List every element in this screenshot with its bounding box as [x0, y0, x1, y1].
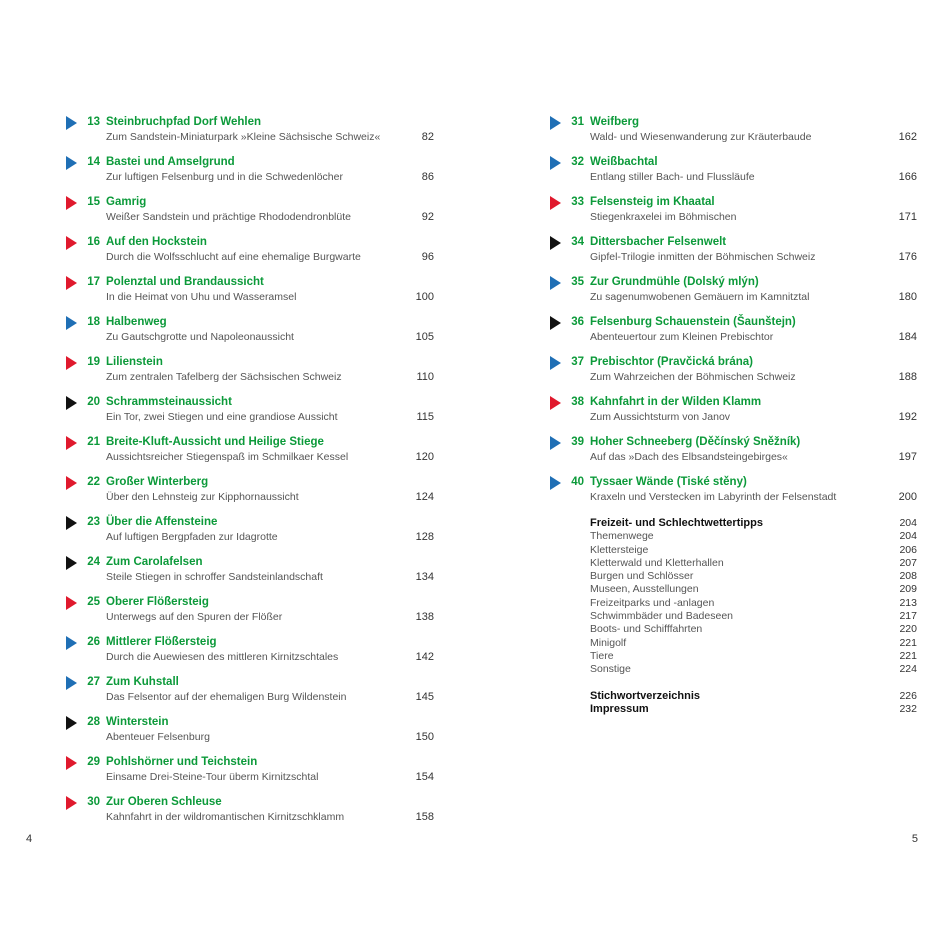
tour-title: Bastei und Amselgrund — [106, 156, 235, 168]
tour-title: Zum Carolafelsen — [106, 556, 203, 568]
tour-number: 35 — [571, 276, 584, 288]
difficulty-flag-icon — [66, 356, 77, 370]
page-number-left: 4 — [26, 833, 33, 845]
tour-number: 29 — [87, 756, 100, 768]
page-number: 128 — [415, 531, 434, 543]
page-number: 105 — [415, 331, 434, 343]
tour-title: Winterstein — [106, 716, 169, 728]
toc-entry[interactable] — [550, 154, 917, 194]
tour-number: 27 — [87, 676, 100, 688]
toc-entry[interactable] — [66, 354, 434, 394]
tour-subtitle: Einsame Drei-Steine-Tour überm Kirnitzschtal — [106, 771, 319, 783]
difficulty-flag-icon — [550, 476, 561, 490]
toc-entry[interactable] — [550, 394, 917, 434]
tour-title: Prebischtor (Pravčická brána) — [590, 356, 753, 368]
page-number: 200 — [898, 491, 917, 503]
difficulty-flag-icon — [550, 236, 561, 250]
page-number: 209 — [899, 583, 917, 596]
tour-subtitle: Kahnfahrt in der wildromantischen Kirnitzschklamm — [106, 811, 345, 823]
tour-number: 22 — [87, 476, 100, 488]
tour-title: Lilienstein — [106, 356, 163, 368]
freizeit-item[interactable] — [590, 583, 917, 596]
page-number: 82 — [421, 131, 434, 143]
tour-subtitle: In die Heimat von Uhu und Wasseramsel — [106, 291, 297, 303]
freizeit-item-label: Sonstige — [590, 663, 631, 676]
difficulty-flag-icon — [550, 396, 561, 410]
tour-subtitle: Zum zentralen Tafelberg der Sächsischen Schweiz — [106, 371, 342, 383]
tour-title: Pohlshörner und Teichstein — [106, 756, 258, 768]
freizeit-item[interactable] — [590, 544, 917, 557]
page-number-right: 5 — [911, 833, 918, 845]
page-number: 206 — [899, 543, 917, 556]
toc-entry[interactable] — [66, 274, 434, 314]
toc-entry[interactable] — [550, 314, 917, 354]
toc-entry[interactable] — [66, 434, 434, 474]
tour-number: 28 — [87, 716, 100, 728]
tour-number: 24 — [87, 556, 100, 568]
tour-title: Zur Grundmühle (Dolský mlýn) — [590, 276, 759, 288]
tour-number: 37 — [571, 356, 584, 368]
freizeit-item-label: Schwimmbäder und Badeseen — [590, 610, 734, 623]
difficulty-flag-icon — [66, 636, 77, 650]
page-number: 86 — [421, 171, 434, 183]
difficulty-flag-icon — [66, 596, 77, 610]
page-number: 92 — [421, 211, 434, 223]
tour-subtitle: Zum Sandstein-Miniaturpark »Kleine Sächsische Schweiz« — [106, 131, 381, 143]
toc-entry[interactable] — [66, 194, 434, 234]
tour-number: 32 — [571, 156, 584, 168]
tour-subtitle: Zu Gautschgrotte und Napoleonaussicht — [106, 331, 294, 343]
freizeit-item[interactable] — [590, 650, 917, 663]
tour-title: Auf den Hockstein — [106, 236, 207, 248]
tour-title: Gamrig — [106, 196, 147, 208]
tour-subtitle: Auf das »Dach des Elbsandsteingebirges« — [590, 451, 788, 463]
toc-entry[interactable] — [66, 594, 434, 634]
freizeit-item[interactable] — [590, 663, 917, 676]
tour-number: 21 — [87, 436, 100, 448]
page-number: 232 — [899, 702, 917, 715]
freizeit-item[interactable] — [590, 610, 917, 623]
tour-title: Felsensteig im Khaatal — [590, 196, 715, 208]
tour-title: Hoher Schneeberg (Děčínský Sněžník) — [590, 436, 801, 448]
difficulty-flag-icon — [66, 676, 77, 690]
page-number: 115 — [416, 411, 434, 423]
tour-subtitle: Steile Stiegen in schroffer Sandsteinlandschaft — [106, 571, 323, 583]
toc-entry[interactable] — [66, 554, 434, 594]
freizeit-item-label: Freizeitparks und -anlagen — [590, 596, 715, 609]
freizeit-item[interactable] — [590, 637, 917, 650]
tour-title: Mittlerer Flößersteig — [106, 636, 217, 648]
freizeit-item-label: Boots- und Schifffahrten — [590, 623, 703, 636]
page-number: 134 — [415, 571, 434, 583]
tour-subtitle: Unterwegs auf den Spuren der Flößer — [106, 611, 283, 623]
freizeit-item-label: Burgen und Schlösser — [590, 570, 694, 583]
page-number: 96 — [421, 251, 434, 263]
tour-title: Schrammsteinaussicht — [106, 396, 232, 408]
tour-subtitle: Durch die Wolfsschlucht auf eine ehemalige Burgwarte — [106, 251, 361, 263]
difficulty-flag-icon — [550, 316, 561, 330]
tour-subtitle: Abenteuertour zum Kleinen Prebischtor — [590, 331, 774, 343]
tour-subtitle: Weißer Sandstein und prächtige Rhododendronblüte — [106, 211, 351, 223]
freizeit-item[interactable] — [590, 530, 917, 543]
tour-number: 31 — [571, 116, 584, 128]
toc-entry[interactable] — [66, 234, 434, 274]
freizeit-heading: Freizeit- und Schlechtwettertipps — [590, 517, 763, 529]
tour-number: 23 — [87, 516, 100, 528]
freizeit-item[interactable] — [590, 597, 917, 610]
tour-title: Halbenweg — [106, 316, 167, 328]
page-number: 166 — [898, 171, 917, 183]
freizeit-item-label: Museen, Ausstellungen — [590, 583, 699, 596]
difficulty-flag-icon — [66, 476, 77, 490]
tour-title: Über die Affensteine — [106, 516, 218, 528]
tour-number: 26 — [87, 636, 100, 648]
tour-number: 38 — [571, 396, 584, 408]
tour-subtitle: Gipfel-Trilogie inmitten der Böhmischen Schweiz — [590, 251, 816, 263]
difficulty-flag-icon — [66, 716, 77, 730]
toc-entry[interactable] — [550, 474, 917, 514]
tour-subtitle: Zum Wahrzeichen der Böhmischen Schweiz — [590, 371, 796, 383]
tour-subtitle: Durch die Auewiesen des mittleren Kirnitzschtales — [106, 651, 339, 663]
page-number: 217 — [899, 610, 917, 623]
freizeit-item[interactable] — [590, 570, 917, 583]
freizeit-item-label: Themenwege — [590, 530, 654, 543]
tour-number: 40 — [571, 476, 584, 488]
tour-number: 25 — [87, 596, 100, 608]
freizeit-heading-row[interactable] — [590, 517, 917, 530]
page-number: 204 — [899, 530, 917, 543]
toc-entry[interactable] — [66, 514, 434, 554]
page-number: 207 — [899, 556, 917, 569]
freizeit-item-label: Tiere — [590, 649, 614, 662]
toc-entry[interactable] — [66, 114, 434, 154]
difficulty-flag-icon — [550, 196, 561, 210]
tour-title: Dittersbacher Felsenwelt — [590, 236, 727, 248]
tour-subtitle: Entlang stiller Bach- und Flussläufe — [590, 171, 755, 183]
page-number: 120 — [415, 451, 434, 463]
difficulty-flag-icon — [66, 516, 77, 530]
page-number: 221 — [899, 636, 917, 649]
tour-number: 34 — [571, 236, 584, 248]
tour-number: 15 — [87, 196, 100, 208]
freizeit-item-label: Kletterwald und Kletterhallen — [590, 556, 724, 569]
tour-title: Oberer Flößersteig — [106, 596, 209, 608]
page-number: 220 — [899, 623, 917, 636]
toc-entry[interactable] — [66, 674, 434, 714]
toc-entry[interactable] — [66, 154, 434, 194]
tour-title: Großer Winterberg — [106, 476, 209, 488]
page-number: 124 — [415, 491, 434, 503]
difficulty-flag-icon — [66, 436, 77, 450]
toc-entry[interactable] — [66, 754, 434, 794]
page-number: 224 — [899, 663, 917, 676]
toc-entry[interactable] — [66, 794, 434, 834]
impressum-label: Impressum — [590, 702, 649, 715]
tour-number: 30 — [87, 796, 100, 808]
difficulty-flag-icon — [66, 196, 77, 210]
page-number: 204 — [899, 517, 917, 529]
toc-entry[interactable] — [66, 714, 434, 754]
toc-entry[interactable] — [550, 434, 917, 474]
tour-subtitle: Das Felsentor auf der ehemaligen Burg Wildenstein — [106, 691, 347, 703]
tour-number: 17 — [87, 276, 100, 288]
tour-number: 33 — [571, 196, 584, 208]
difficulty-flag-icon — [66, 276, 77, 290]
page-number: 176 — [898, 251, 917, 263]
page-number: 188 — [898, 371, 917, 383]
tour-title: Steinbruchpfad Dorf Wehlen — [106, 116, 262, 128]
tour-number: 20 — [87, 396, 100, 408]
tour-title: Weißbachtal — [590, 156, 658, 168]
difficulty-flag-icon — [66, 156, 77, 170]
toc-entry[interactable] — [550, 274, 917, 314]
tour-title: Weifberg — [590, 116, 639, 128]
tour-title: Zum Kuhstall — [106, 676, 179, 688]
tour-title: Polenztal und Brandaussicht — [106, 276, 264, 288]
page-number: 100 — [415, 291, 434, 303]
difficulty-flag-icon — [66, 316, 77, 330]
difficulty-flag-icon — [66, 556, 77, 570]
tour-number: 19 — [87, 356, 100, 368]
toc-entry[interactable] — [550, 234, 917, 274]
tour-subtitle: Über den Lehnsteig zur Kipphornaussicht — [106, 491, 299, 503]
tour-subtitle: Zu sagenumwobenen Gemäuern im Kamnitztal — [590, 291, 810, 303]
tour-title: Tyssaer Wände (Tiské stěny) — [590, 476, 747, 488]
tour-subtitle: Zum Aussichtsturm von Janov — [590, 411, 731, 423]
difficulty-flag-icon — [550, 116, 561, 130]
page-number: 150 — [415, 731, 434, 743]
difficulty-flag-icon — [550, 276, 561, 290]
tour-title: Zur Oberen Schleuse — [106, 796, 222, 808]
difficulty-flag-icon — [550, 356, 561, 370]
page-number: 110 — [416, 371, 434, 383]
extras-section — [590, 517, 917, 716]
page-number: 142 — [415, 651, 434, 663]
difficulty-flag-icon — [550, 156, 561, 170]
tour-number: 18 — [87, 316, 100, 328]
tour-subtitle: Stiegenkraxelei im Böhmischen — [590, 211, 737, 223]
tour-number: 16 — [87, 236, 100, 248]
tour-number: 13 — [87, 116, 100, 128]
tour-subtitle: Ein Tor, zwei Stiegen und eine grandiose Aussicht — [106, 411, 338, 423]
impressum-row[interactable] — [590, 703, 917, 716]
tour-title: Felsenburg Schauenstein (Šaunštejn) — [590, 316, 796, 328]
tour-title: Breite-Kluft-Aussicht und Heilige Stiege — [106, 436, 324, 448]
toc-right-column — [550, 114, 917, 715]
freizeit-item-label: Minigolf — [590, 636, 627, 649]
tour-subtitle: Auf luftigen Bergpfaden zur Idagrotte — [106, 531, 278, 543]
difficulty-flag-icon — [550, 436, 561, 450]
tour-subtitle: Aussichtsreicher Stiegenspaß im Schmilkaer Kessel — [106, 451, 349, 463]
tour-subtitle: Kraxeln und Verstecken im Labyrinth der Felsenstadt — [590, 491, 837, 503]
page-number: 158 — [415, 811, 434, 823]
freizeit-item[interactable] — [590, 623, 917, 636]
page-number: 162 — [898, 131, 917, 143]
difficulty-flag-icon — [66, 116, 77, 130]
tour-number: 39 — [571, 436, 584, 448]
tour-subtitle: Abenteuer Felsenburg — [106, 731, 210, 743]
difficulty-flag-icon — [66, 236, 77, 250]
difficulty-flag-icon — [66, 796, 77, 810]
toc-entry[interactable] — [550, 354, 917, 394]
tour-number: 14 — [87, 156, 100, 168]
tour-title: Kahnfahrt in der Wilden Klamm — [590, 396, 762, 408]
difficulty-flag-icon — [66, 396, 77, 410]
page-number: 171 — [898, 211, 917, 223]
toc-entry[interactable] — [66, 474, 434, 514]
stichwort-row[interactable] — [590, 690, 917, 703]
page-number: 192 — [898, 411, 917, 423]
stichwort-label: Stichwortverzeichnis — [590, 689, 701, 702]
page-number: 180 — [898, 291, 917, 303]
page-number: 197 — [898, 451, 917, 463]
page-number: 145 — [415, 691, 434, 703]
tour-subtitle: Zur luftigen Felsenburg und in die Schwedenlöcher — [106, 171, 343, 183]
page-number: 138 — [415, 611, 434, 623]
page-number: 221 — [899, 649, 917, 662]
page-number: 226 — [899, 689, 917, 702]
toc-entry[interactable] — [66, 314, 434, 354]
freizeit-item[interactable] — [590, 557, 917, 570]
tour-number: 36 — [571, 316, 584, 328]
toc-entry[interactable] — [66, 394, 434, 434]
toc-left-column — [66, 114, 434, 834]
toc-entry[interactable] — [550, 194, 917, 234]
difficulty-flag-icon — [66, 756, 77, 770]
page-number: 213 — [899, 596, 917, 609]
freizeit-list — [590, 530, 917, 676]
tour-subtitle: Wald- und Wiesenwanderung zur Kräuterbaude — [590, 131, 812, 143]
page-number: 184 — [898, 331, 917, 343]
freizeit-item-label: Klettersteige — [590, 543, 649, 556]
page-number: 208 — [899, 570, 917, 583]
toc-entry[interactable] — [66, 634, 434, 674]
toc-entry[interactable] — [550, 114, 917, 154]
page-number: 154 — [415, 771, 434, 783]
